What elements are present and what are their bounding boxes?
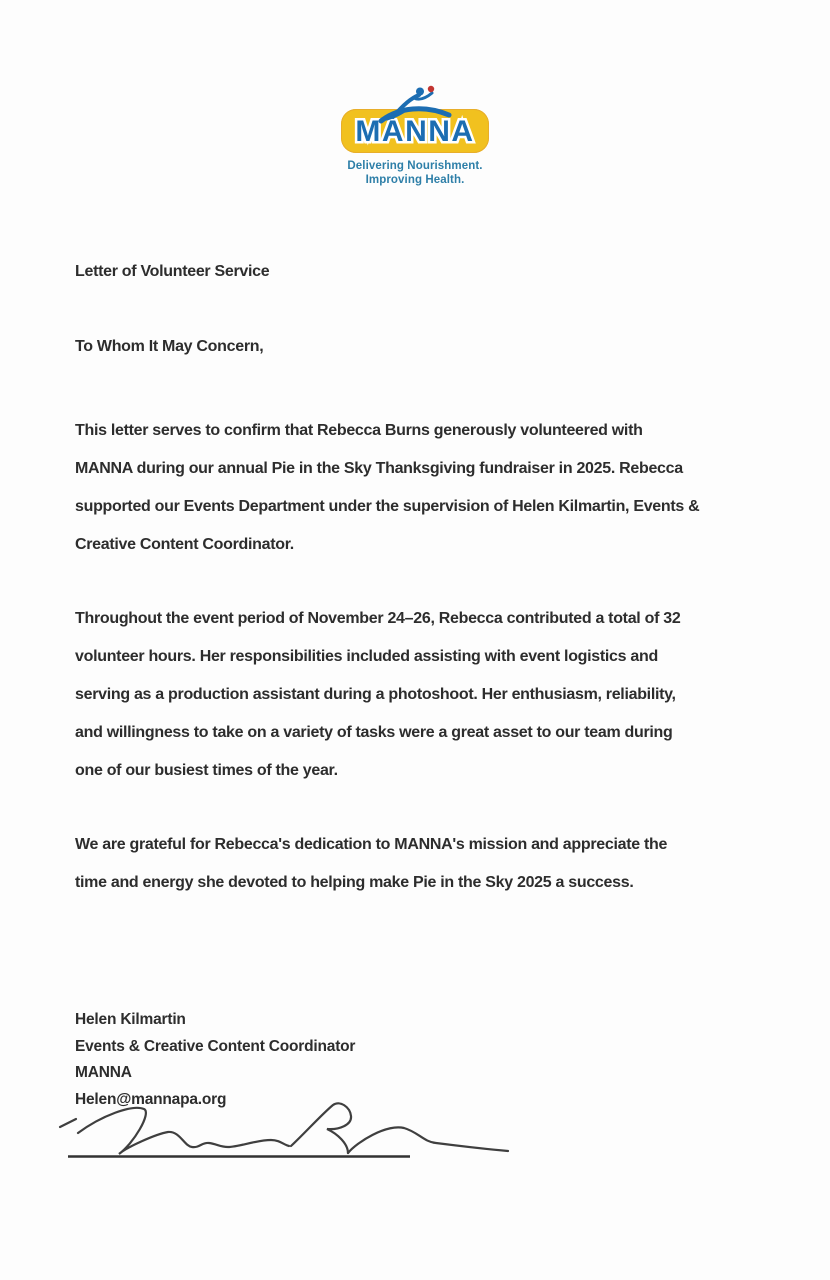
paragraph-1 — [75, 412, 699, 564]
paragraph-line: volunteer hours. Her responsibilities included assisting with event logistics and — [75, 648, 658, 665]
paragraph-2 — [75, 600, 680, 790]
paragraph-line: We are grateful for Rebecca's dedication to MANNA's mission and appreciate the — [75, 836, 668, 853]
handwritten-signature — [56, 1096, 516, 1166]
manna-logo — [341, 84, 489, 187]
logo-tagline-line2: Improving Health. — [365, 174, 465, 186]
paragraph-line: and willingness to take on a variety of tasks were a great asset to our team during — [75, 724, 673, 741]
signer-organization: MANNA — [75, 1064, 132, 1081]
paragraph-line: MANNA during our annual Pie in the Sky Thanksgiving fundraiser in 2025. Rebecca — [75, 460, 683, 477]
paragraph-3 — [75, 826, 667, 902]
logo-tagline-line1: Delivering Nourishment. — [347, 160, 483, 172]
salutation: To Whom It May Concern, — [75, 338, 264, 355]
leaping-figure-with-red-berry-icon — [377, 84, 453, 126]
paragraph-line: Throughout the event period of November 24–26, Rebecca contributed a total of 32 — [75, 610, 681, 627]
paragraph-line: Creative Content Coordinator. — [75, 536, 294, 553]
paragraph-line: This letter serves to confirm that Rebecca Burns generously volunteered with — [75, 422, 643, 439]
logo-wordmark: MANNA MANNA — [355, 115, 474, 147]
paragraph-line: one of our busiest times of the year. — [75, 762, 338, 779]
paragraph-line: time and energy she devoted to helping make Pie in the Sky 2025 a success. — [75, 874, 634, 891]
signer-email: Helen@mannapa.org — [75, 1090, 227, 1108]
logo-tagline — [347, 159, 482, 187]
paragraph-line: serving as a production assistant during a photoshoot. Her enthusiasm, reliability, — [75, 686, 676, 703]
letter-title: Letter of Volunteer Service — [75, 263, 270, 280]
signer-role: Events & Creative Content Coordinator — [75, 1037, 356, 1055]
paragraph-line: supported our Events Department under the supervision of Helen Kilmartin, Events & — [75, 498, 700, 515]
signer-name: Helen Kilmartin — [75, 1011, 186, 1028]
